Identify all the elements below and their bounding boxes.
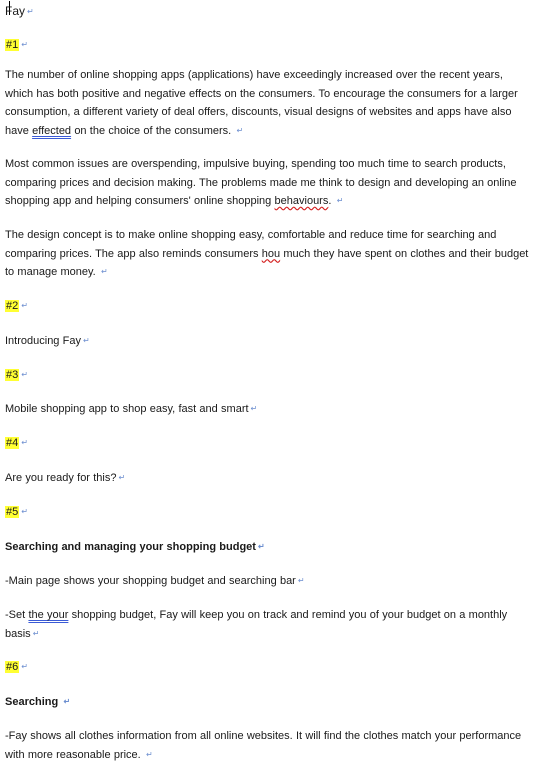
paragraph-mark: ↵	[83, 336, 90, 345]
paragraph-mark: ↵	[27, 7, 34, 16]
paragraph-mark: ↵	[21, 301, 28, 310]
section-tag-5	[5, 503, 530, 522]
paragraph-mark: ↵	[21, 438, 28, 447]
section-4-text: Are you ready for this? ↵	[5, 472, 126, 484]
paragraph-mark: ↵	[257, 542, 265, 551]
section-tag-6	[5, 658, 530, 677]
section-number-highlight: #5	[6, 506, 19, 518]
paragraph-mark: ↵	[236, 125, 244, 135]
paragraph-mark: ↵	[336, 196, 344, 205]
section-tag-2	[5, 297, 530, 316]
section-number-highlight: #6	[6, 661, 19, 673]
underlined-word: effected	[32, 124, 72, 137]
section-5-heading: Searching and managing your shopping budget ↵	[5, 541, 265, 553]
paragraph-mark: ↵	[21, 40, 28, 49]
section-tag-3	[5, 366, 530, 385]
section-5-line-1: -Main page shows your shopping budget and searching bar ↵	[5, 575, 305, 587]
section-number-highlight: #3	[6, 369, 19, 381]
paragraph-mark: ↵	[21, 507, 28, 516]
underlined-word: hou	[261, 247, 281, 260]
section-number-highlight: #4	[6, 437, 19, 449]
paragraph-mark: ↵	[250, 404, 258, 413]
paragraph-2: Most common issues are overspending, impulsive buying, spending too much time to search products, comparing prices and decision making. The problems made me think to design and developing an online shopping app and helping consumers' online shopping behaviours. ↵	[5, 158, 517, 207]
paragraph-mark: ↵	[21, 662, 28, 671]
section-number-highlight: #2	[6, 300, 19, 312]
section-6-heading: Searching ↵	[5, 696, 71, 708]
paragraph-mark: ↵	[100, 267, 108, 276]
paragraph-1: The number of online shopping apps (applications) have exceedingly increased over the recent years, which has both positive and negative effects on the consumers. To encourage the consumers for a larger consumption, a different variety of deal offers, discounts, visual designs of websites and apps have also have effected on the choice of the consumers. ↵	[5, 69, 518, 137]
underlined-word: behaviours	[274, 195, 329, 207]
paragraph-mark: ↵	[146, 749, 153, 759]
paragraph-mark: ↵	[21, 370, 28, 379]
section-6-line-1: -Fay shows all clothes information from all online websites. It will find the clothes match your performance with more reasonable price. ↵	[5, 730, 522, 761]
section-2-text: Introducing Fay ↵	[5, 335, 90, 347]
paragraph-mark: ↵	[32, 628, 40, 638]
paragraph-mark: ↵	[118, 473, 126, 482]
section-tag-4	[5, 434, 530, 453]
section-tag-1	[5, 36, 530, 55]
doc-title: Fay ↵	[5, 4, 34, 18]
underlined-word: the your	[28, 609, 69, 621]
section-number-highlight: #1	[6, 39, 19, 51]
paragraph-mark: ↵	[63, 697, 71, 706]
paragraph-3: The design concept is to make online shopping easy, comfortable and reduce time for searching and comparing prices. The app also reminds consumers hou much they have spent on clothes and their budget to manage money. ↵	[5, 229, 529, 278]
section-3-text: Mobile shopping app to shop easy, fast and smart ↵	[5, 403, 258, 415]
paragraph-mark: ↵	[297, 576, 305, 585]
section-5-line-2: -Set the your shopping budget, Fay will keep you on track and remind you of your budget on a monthly basis ↵	[5, 609, 508, 640]
